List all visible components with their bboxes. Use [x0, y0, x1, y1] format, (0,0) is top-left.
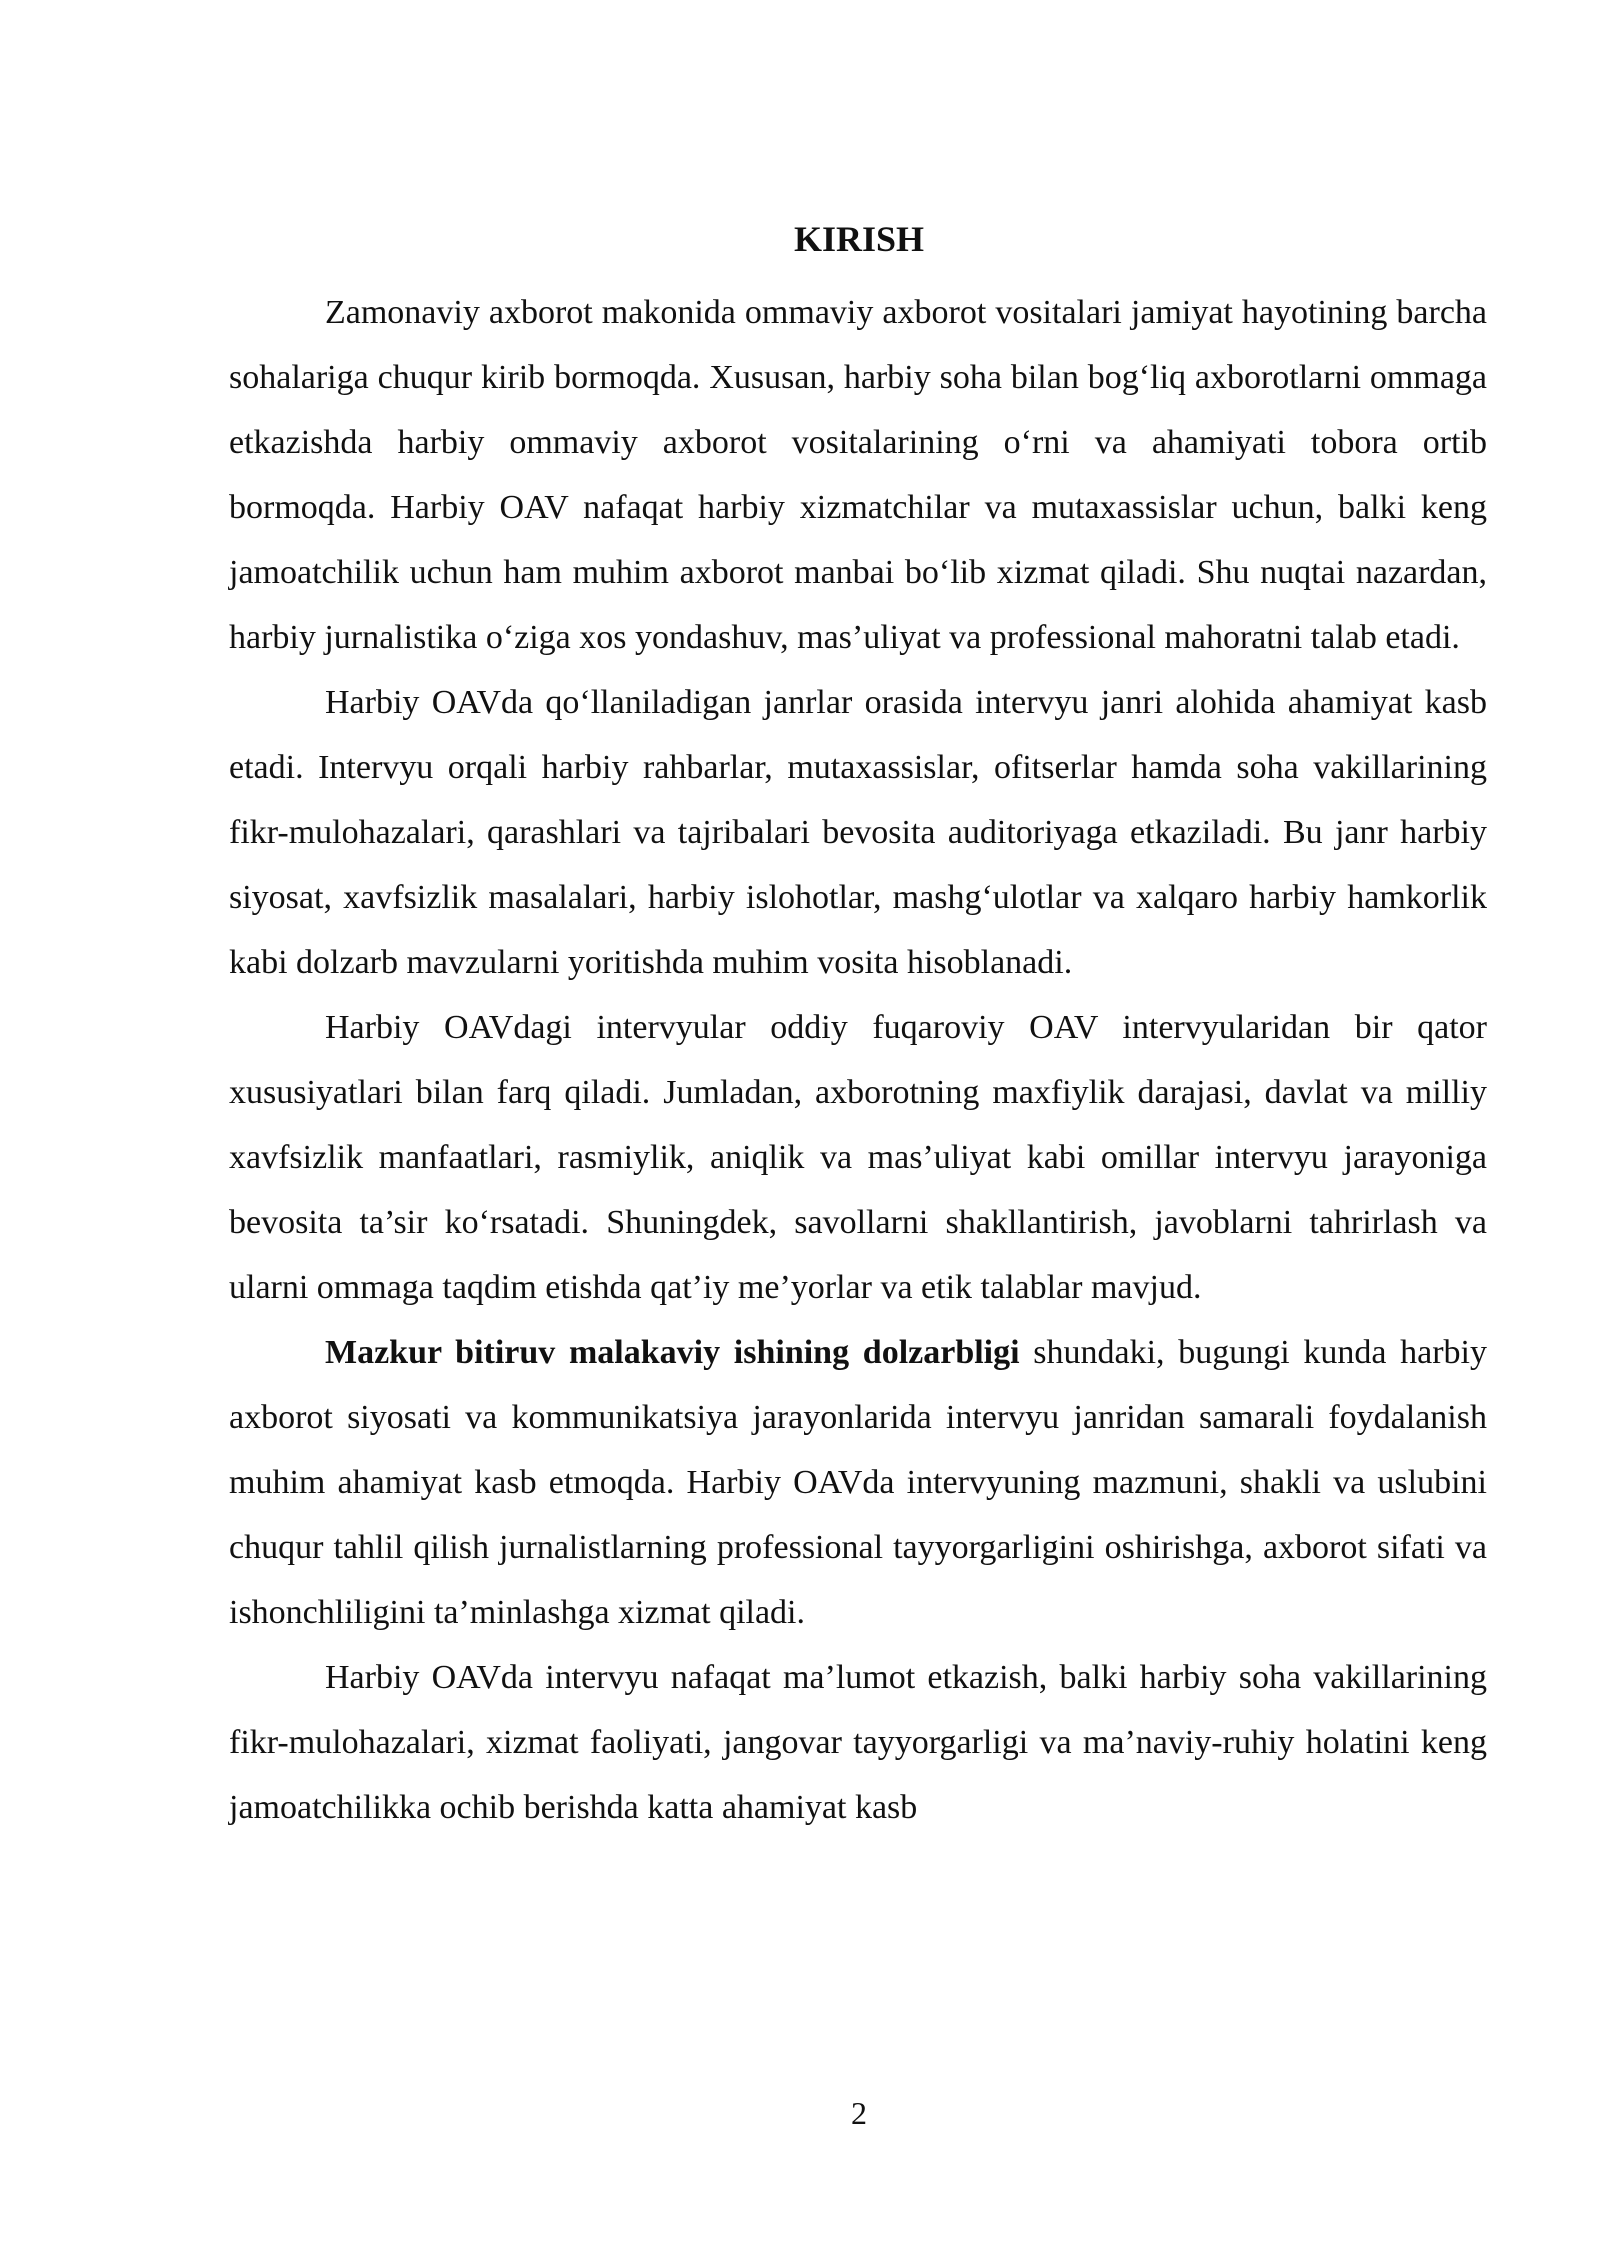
paragraph-5: Harbiy OAVda intervyu nafaqat ma’lumot etkazish, balki harbiy soha vakillarining fikr-mulohazalari, xizmat faoliyati, jangovar tayyorgarligi va ma’naviy-ruhiy holatini keng jamoatchilikka ochib berishda katta ahamiyat kasb	[229, 1659, 1487, 1826]
page-number: 2	[851, 2095, 867, 2131]
section-heading: KIRISH	[793, 219, 925, 259]
paragraph-3: Harbiy OAVdagi intervyular oddiy fuqaroviy OAV intervyularidan bir qator xususiyatlari bilan farq qiladi. Jumladan, axborotning maxfiylik darajasi, davlat va milliy xavfsizlik manfaatlari, rasmiylik, aniqlik va mas’uliyat kabi omillar intervyu jarayoniga bevosita ta’sir ko‘rsatadi. Shuningdek, savollarni shakllantirish, javoblarni tahrirlash va ularni ommaga taqdim etishda qat’iy me’yorlar va etik talablar mavjud.	[229, 1009, 1487, 1306]
body-text	[229, 280, 1487, 1840]
relevance-lead-text: Mazkur bitiruv malakaviy ishining dolzarbligi	[325, 1334, 1020, 1371]
paragraph-2: Harbiy OAVda qo‘llaniladigan janrlar orasida intervyu janri alohida ahamiyat kasb etadi. Intervyu orqali harbiy rahbarlar, mutaxassislar, ofitserlar hamda soha vakillarining fikr-mulohazalari, qarashlari va tajribalari bevosita auditoriyaga etkaziladi. Bu janr harbiy siyosat, xavfsizlik masalalari, harbiy islohotlar, mashg‘ulotlar va xalqaro harbiy hamkorlik kabi dolzarb mavzularni yoritishda muhim vosita hisoblanadi.	[229, 684, 1487, 981]
paragraph-1: Zamonaviy axborot makonida ommaviy axborot vositalari jamiyat hayotining barcha sohalariga chuqur kirib bormoqda. Xususan, harbiy soha bilan bog‘liq axborotlarni ommaga etkazishda harbiy ommaviy axborot vositalarining o‘rni va ahamiyati tobora ortib bormoqda. Harbiy OAV nafaqat harbiy xizmatchilar va mutaxassislar uchun, balki keng jamoatchilik uchun ham muhim axborot manbai bo‘lib xizmat qiladi. Shu nuqtai nazardan, harbiy jurnalistika o‘ziga xos yondashuv, mas’uliyat va professional mahoratni talab etadi.	[229, 294, 1487, 656]
paragraph-4	[229, 1320, 1487, 1645]
paragraph-4-rest: shundaki, bugungi kunda harbiy axborot siyosati va kommunikatsiya jarayonlarida intervyu janridan samarali foydalanish muhim ahamiyat kasb etmoqda. Harbiy OAVda intervyuning mazmuni, shakli va uslubini chuqur tahlil qilish jurnalistlarning professional tayyorgarligini oshirishga, axborot sifati va ishonchliligini ta’minlashga xizmat qiladi.	[229, 1334, 1488, 1631]
